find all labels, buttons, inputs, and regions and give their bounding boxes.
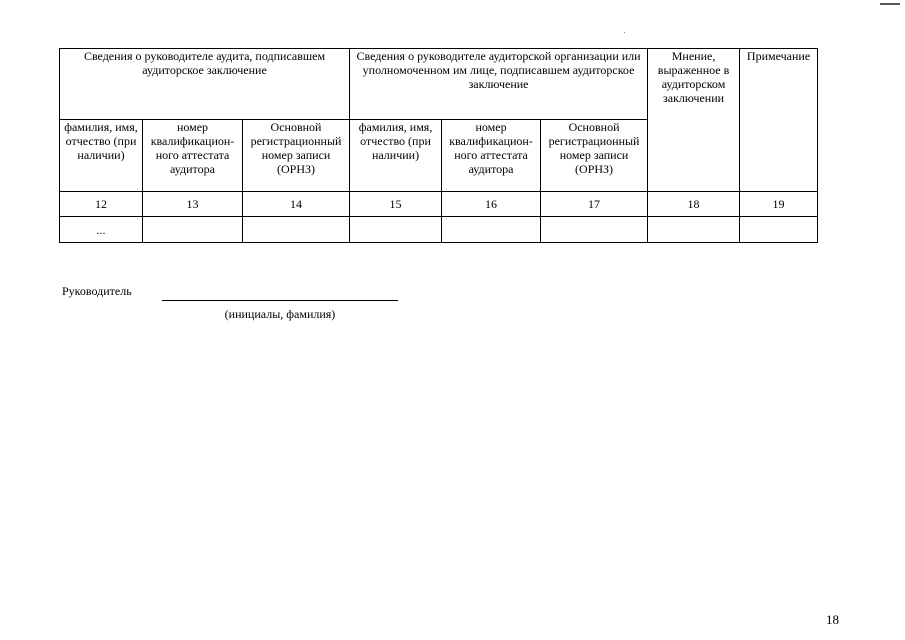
table-cell: ... xyxy=(60,217,143,243)
corner-mark xyxy=(880,3,900,5)
header-opinion: Мнение, выраженное в аудиторском заключении xyxy=(648,49,740,192)
table-cell xyxy=(740,217,818,243)
column-number: 14 xyxy=(243,192,350,217)
table-row xyxy=(60,217,818,243)
header-note: Примечание xyxy=(740,49,818,192)
subheader-leader-certificate: номер квалификацион-ного аттестата аудитора xyxy=(143,120,243,192)
subheader-head-certificate: номер квалификацион-ного аттестата аудитора xyxy=(442,120,541,192)
table-cell xyxy=(541,217,648,243)
column-number: 16 xyxy=(442,192,541,217)
column-number: 13 xyxy=(143,192,243,217)
subheader-leader-ornz: Основной регистрационный номер записи (ОРНЗ) xyxy=(243,120,350,192)
page-number: 18 xyxy=(826,612,839,627)
column-number-row xyxy=(60,192,818,217)
subheader-head-name: фамилия, имя, отчество (при наличии) xyxy=(350,120,442,192)
signature-caption: (инициалы, фамилия) xyxy=(224,307,336,321)
auditor-info-table xyxy=(59,48,818,243)
column-number: 12 xyxy=(60,192,143,217)
header-org-head: Сведения о руководителе аудиторской организации или уполномоченном им лице, подписавшем аудиторское заключение xyxy=(350,49,648,120)
group-header-row xyxy=(60,49,818,120)
table-cell xyxy=(442,217,541,243)
table-cell xyxy=(243,217,350,243)
scan-speck xyxy=(624,32,625,33)
column-number: 18 xyxy=(648,192,740,217)
table-cell xyxy=(143,217,243,243)
header-audit-leader: Сведения о руководителе аудита, подписавшем аудиторское заключение xyxy=(60,49,350,120)
subheader-leader-name: фамилия, имя, отчество (при наличии) xyxy=(60,120,143,192)
table-cell xyxy=(350,217,442,243)
column-number: 19 xyxy=(740,192,818,217)
signature-label: Руководитель xyxy=(62,284,132,298)
subheader-head-ornz: Основной регистрационный номер записи (ОРНЗ) xyxy=(541,120,648,192)
column-number: 17 xyxy=(541,192,648,217)
signature-line xyxy=(162,300,398,301)
column-number: 15 xyxy=(350,192,442,217)
table-cell xyxy=(648,217,740,243)
